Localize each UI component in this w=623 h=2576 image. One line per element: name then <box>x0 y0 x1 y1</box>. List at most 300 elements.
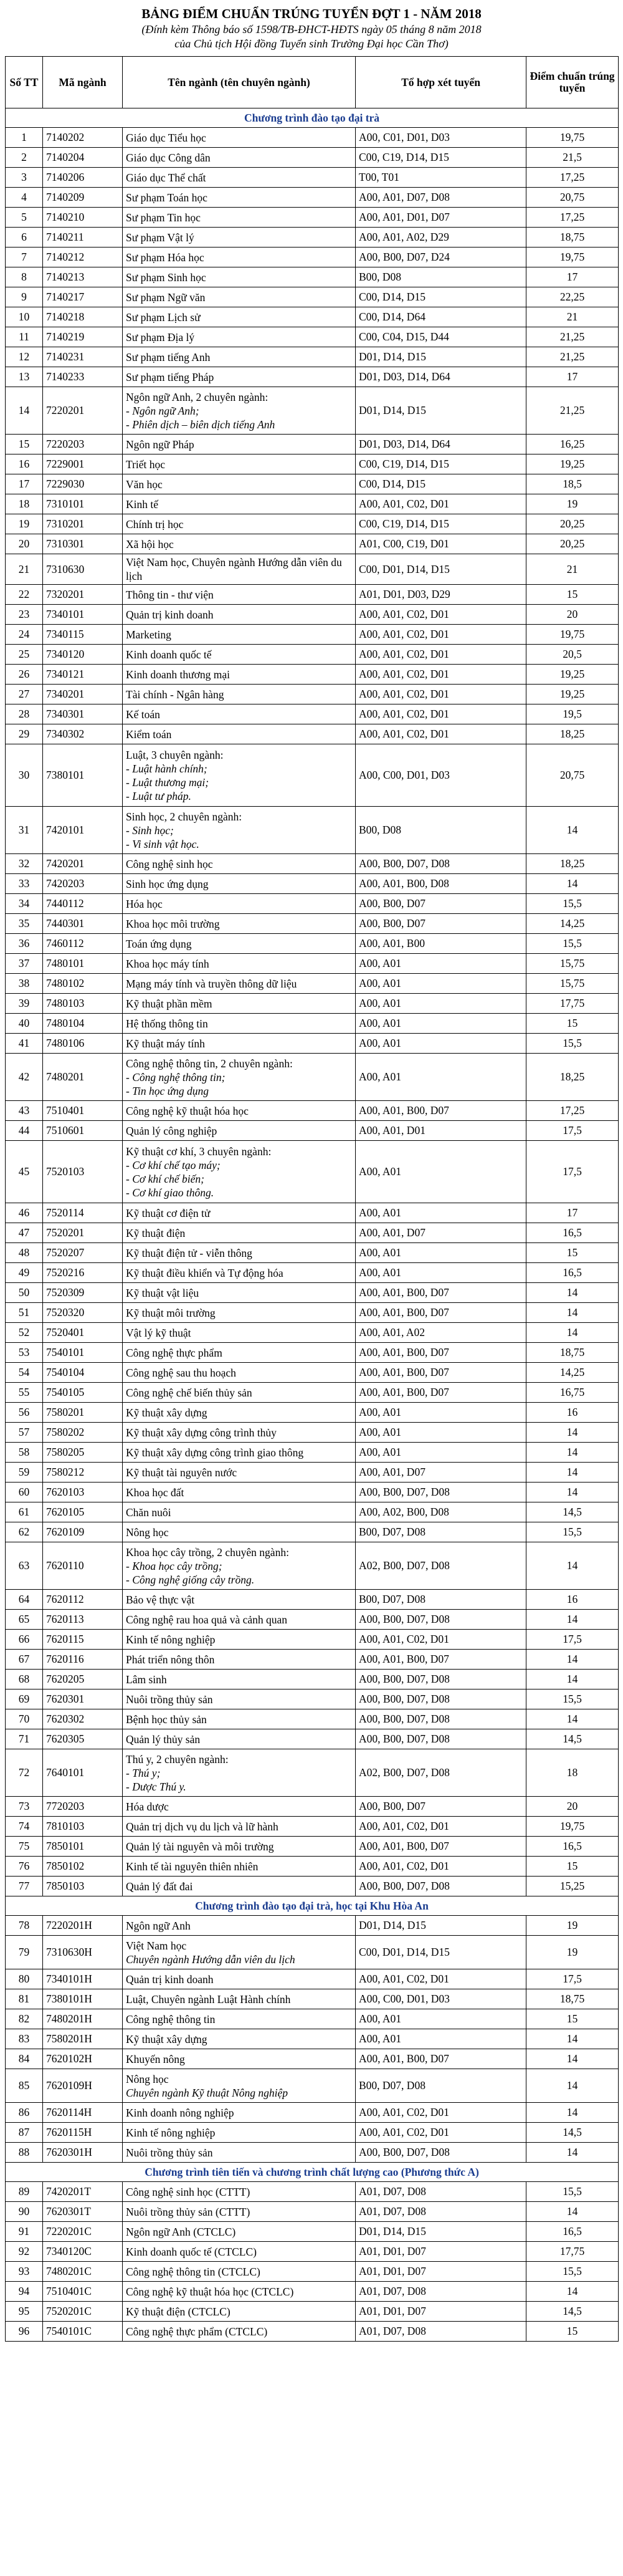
cell-ma-nganh: 7220201C <box>43 2222 123 2242</box>
cell-stt: 65 <box>6 1610 43 1630</box>
table-header-row <box>6 57 619 108</box>
cell-ten-nganh <box>123 1969 356 1989</box>
specialization-line: - Phiên dịch – biên dịch tiếng Anh <box>126 418 275 431</box>
cell-ten-nganh <box>123 914 356 934</box>
cell-ma-nganh: 7580202 <box>43 1423 123 1443</box>
cell-to-hop: D01, D14, D15 <box>356 1916 526 1936</box>
cell-diem-chuan: 19,25 <box>526 665 619 685</box>
cell-ten-nganh <box>123 2262 356 2282</box>
table-row <box>6 1443 619 1463</box>
cell-to-hop: A00, B00, D07, D08 <box>356 1877 526 1896</box>
major-name: Triết học <box>126 458 166 471</box>
cell-stt: 14 <box>6 387 43 435</box>
cell-to-hop: C00, C19, D14, D15 <box>356 148 526 168</box>
cell-stt: 59 <box>6 1463 43 1483</box>
table-row <box>6 1054 619 1101</box>
cell-stt: 18 <box>6 494 43 514</box>
cell-to-hop: A00, C00, D01, D03 <box>356 1989 526 2009</box>
cell-stt: 36 <box>6 934 43 954</box>
cell-to-hop: A00, A01, D01 <box>356 1121 526 1141</box>
major-name: Văn học <box>126 478 163 491</box>
cell-ten-nganh <box>123 1443 356 1463</box>
cell-ma-nganh: 7620115 <box>43 1630 123 1650</box>
specialization-line: - Cơ khí chế tạo máy; <box>126 1158 221 1171</box>
cell-stt: 6 <box>6 228 43 248</box>
cell-diem-chuan: 17,5 <box>526 1121 619 1141</box>
cell-ma-nganh: 7620102H <box>43 2049 123 2069</box>
cell-to-hop: A00, A01 <box>356 1141 526 1203</box>
table-row <box>6 1223 619 1243</box>
cell-diem-chuan: 20,5 <box>526 645 619 665</box>
cell-diem-chuan: 14 <box>526 1303 619 1323</box>
cell-stt: 72 <box>6 1749 43 1797</box>
table-row <box>6 1303 619 1323</box>
cell-ma-nganh: 7220201H <box>43 1916 123 1936</box>
cell-ten-nganh <box>123 585 356 605</box>
cell-ten-nganh <box>123 208 356 228</box>
major-name: Kỹ thuật môi trường <box>126 1306 216 1319</box>
major-name: Sư phạm tiếng Pháp <box>126 370 214 383</box>
cell-ma-nganh: 7480103 <box>43 994 123 1014</box>
table-row <box>6 2029 619 2049</box>
cell-to-hop: A00, A01, D07 <box>356 1223 526 1243</box>
cell-diem-chuan: 17,5 <box>526 1630 619 1650</box>
table-row <box>6 2049 619 2069</box>
cell-ma-nganh: 7310201 <box>43 514 123 534</box>
cell-diem-chuan: 16,25 <box>526 435 619 454</box>
table-row <box>6 605 619 625</box>
cell-diem-chuan: 15,5 <box>526 2262 619 2282</box>
table-row <box>6 1522 619 1542</box>
cell-ten-nganh <box>123 1101 356 1121</box>
table-row <box>6 367 619 387</box>
cell-ma-nganh: 7580201 <box>43 1403 123 1423</box>
cell-diem-chuan: 19,75 <box>526 248 619 267</box>
cell-ma-nganh: 7340120 <box>43 645 123 665</box>
cell-diem-chuan: 14,25 <box>526 914 619 934</box>
major-name: Quản trị kinh doanh <box>126 608 214 621</box>
cell-diem-chuan: 14,5 <box>526 2123 619 2143</box>
cell-ten-nganh <box>123 2009 356 2029</box>
cell-ten-nganh <box>123 1989 356 2009</box>
table-row <box>6 248 619 267</box>
cell-ma-nganh: 7340201 <box>43 685 123 704</box>
cell-stt: 21 <box>6 554 43 585</box>
cell-to-hop: A00, A01, C02, D01 <box>356 645 526 665</box>
table-row <box>6 1689 619 1709</box>
table-row <box>6 1610 619 1630</box>
cell-ma-nganh: 7620205 <box>43 1670 123 1689</box>
cell-ten-nganh <box>123 454 356 474</box>
cell-stt: 45 <box>6 1141 43 1203</box>
header-ten-nganh: Tên ngành (tên chuyên ngành) <box>123 57 356 108</box>
cell-stt: 94 <box>6 2282 43 2302</box>
cell-to-hop: A00, A01, C02, D01 <box>356 704 526 724</box>
cell-diem-chuan: 14,5 <box>526 1729 619 1749</box>
cell-to-hop: A00, A01, C02, D01 <box>356 625 526 645</box>
table-row <box>6 435 619 454</box>
major-name: Hệ thống thông tin <box>126 1017 208 1030</box>
cell-ten-nganh <box>123 2182 356 2202</box>
table-row <box>6 1203 619 1223</box>
cell-ma-nganh: 7310301 <box>43 534 123 554</box>
cell-to-hop: A02, B00, D07, D08 <box>356 1542 526 1590</box>
specialization-line: - Công nghệ giống cây trồng. <box>126 1573 255 1586</box>
specialization-line: - Vi sinh vật học. <box>126 837 199 850</box>
cell-ten-nganh <box>123 514 356 534</box>
cell-ma-nganh: 7140219 <box>43 327 123 347</box>
table-row <box>6 2069 619 2103</box>
cell-diem-chuan: 17,75 <box>526 994 619 1014</box>
cell-ma-nganh: 7540101 <box>43 1343 123 1363</box>
cell-to-hop: A00, B00, D07 <box>356 914 526 934</box>
cell-diem-chuan: 18,25 <box>526 1054 619 1101</box>
cell-diem-chuan: 15,5 <box>526 1034 619 1054</box>
major-name: Nuôi trồng thủy sản <box>126 2146 213 2159</box>
cell-to-hop: C00, D14, D64 <box>356 307 526 327</box>
cell-to-hop: A00, A01, C02, D01 <box>356 1817 526 1837</box>
cell-stt: 90 <box>6 2202 43 2222</box>
cell-ten-nganh <box>123 474 356 494</box>
cell-to-hop: A00, A01, B00, D07 <box>356 1363 526 1383</box>
table-row <box>6 1403 619 1423</box>
cell-stt: 4 <box>6 188 43 208</box>
cell-stt: 62 <box>6 1522 43 1542</box>
major-name: Kỹ thuật cơ điện tử <box>126 1206 211 1219</box>
table-row <box>6 514 619 534</box>
cell-to-hop: A00, B00, D07, D08 <box>356 1689 526 1709</box>
cell-ma-nganh: 7340115 <box>43 625 123 645</box>
cell-to-hop: A00, B00, D07 <box>356 894 526 914</box>
cell-to-hop: A00, A01, C02, D01 <box>356 2103 526 2123</box>
cell-ten-nganh <box>123 1463 356 1483</box>
cell-to-hop: A01, D07, D08 <box>356 2202 526 2222</box>
header-diem-chuan: Điểm chuẩn trúng tuyển <box>526 57 619 108</box>
cell-stt: 9 <box>6 287 43 307</box>
cell-ma-nganh: 7720203 <box>43 1797 123 1817</box>
major-name: Khoa học đất <box>126 1486 184 1499</box>
major-name: Sư phạm Tin học <box>126 211 201 224</box>
cell-ten-nganh <box>123 2302 356 2322</box>
section-header-row <box>6 108 619 128</box>
cell-ten-nganh <box>123 168 356 188</box>
cell-stt: 8 <box>6 267 43 287</box>
major-name: Khuyến nông <box>126 2052 185 2065</box>
major-name: Giáo dục Thể chất <box>126 171 206 184</box>
cell-diem-chuan: 16 <box>526 1590 619 1610</box>
cell-ten-nganh <box>123 1689 356 1709</box>
cell-to-hop: A00, A01, C02, D01 <box>356 494 526 514</box>
cell-stt: 80 <box>6 1969 43 1989</box>
cell-ten-nganh <box>123 2322 356 2342</box>
cell-to-hop: D01, D03, D14, D64 <box>356 367 526 387</box>
cell-ten-nganh <box>123 2242 356 2262</box>
cell-stt: 38 <box>6 974 43 994</box>
cell-to-hop: A00, B00, D07, D08 <box>356 854 526 874</box>
specialization-line: - Khoa học cây trồng; <box>126 1559 222 1572</box>
header-stt: Số TT <box>6 57 43 108</box>
cell-ma-nganh: 7620302 <box>43 1709 123 1729</box>
cell-stt: 16 <box>6 454 43 474</box>
cell-diem-chuan: 15,5 <box>526 1689 619 1709</box>
major-name: Khoa học cây trồng, 2 chuyên ngành: <box>126 1545 289 1559</box>
cell-to-hop: A00, A01 <box>356 1403 526 1423</box>
cell-stt: 50 <box>6 1283 43 1303</box>
cell-ma-nganh: 7340101H <box>43 1969 123 1989</box>
cell-ten-nganh <box>123 1363 356 1383</box>
cell-to-hop: C00, D01, D14, D15 <box>356 554 526 585</box>
cell-to-hop: B00, D07, D08 <box>356 2069 526 2103</box>
cell-diem-chuan: 15 <box>526 1857 619 1877</box>
major-name: Công nghệ thực phẩm <box>126 1346 222 1359</box>
cell-ma-nganh: 7510401C <box>43 2282 123 2302</box>
cell-stt: 96 <box>6 2322 43 2342</box>
document-subtitle-line-2: của Chủ tịch Hội đồng Tuyển sinh Trường Đại học Cần Thơ) <box>174 37 449 50</box>
cell-to-hop: B00, D08 <box>356 267 526 287</box>
cell-stt: 7 <box>6 248 43 267</box>
cell-ma-nganh: 7140202 <box>43 128 123 148</box>
cell-stt: 5 <box>6 208 43 228</box>
cell-ten-nganh <box>123 1857 356 1877</box>
cell-diem-chuan: 18,75 <box>526 228 619 248</box>
major-name: Việt Nam học <box>126 1939 187 1952</box>
cell-to-hop: A00, A01, C02, D01 <box>356 685 526 704</box>
cell-diem-chuan: 14,5 <box>526 1502 619 1522</box>
cell-diem-chuan: 21,5 <box>526 148 619 168</box>
cell-stt: 1 <box>6 128 43 148</box>
cell-ma-nganh: 7380101 <box>43 744 123 807</box>
cell-ten-nganh <box>123 435 356 454</box>
cell-diem-chuan: 16,75 <box>526 1383 619 1403</box>
cell-stt: 27 <box>6 685 43 704</box>
table-row <box>6 894 619 914</box>
cell-ma-nganh: 7140210 <box>43 208 123 228</box>
table-row <box>6 645 619 665</box>
cell-ma-nganh: 7140213 <box>43 267 123 287</box>
cell-ma-nganh: 7520114 <box>43 1203 123 1223</box>
cell-stt: 30 <box>6 744 43 807</box>
major-name: Kỹ thuật xây dựng công trình giao thông <box>126 1446 304 1459</box>
cell-ma-nganh: 7480201C <box>43 2262 123 2282</box>
cell-stt: 60 <box>6 1483 43 1502</box>
cell-diem-chuan: 14 <box>526 1670 619 1689</box>
cell-to-hop: A00, A01, B00, D07 <box>356 1283 526 1303</box>
cell-diem-chuan: 14 <box>526 2103 619 2123</box>
table-row <box>6 2262 619 2282</box>
table-row <box>6 1283 619 1303</box>
cell-to-hop: A00, A01 <box>356 1423 526 1443</box>
cell-diem-chuan: 21,25 <box>526 387 619 435</box>
cell-stt: 86 <box>6 2103 43 2123</box>
cell-to-hop: A01, D01, D07 <box>356 2262 526 2282</box>
cell-ma-nganh: 7140206 <box>43 168 123 188</box>
cell-ma-nganh: 7580205 <box>43 1443 123 1463</box>
cell-diem-chuan: 14 <box>526 1542 619 1590</box>
major-name: Luật, 3 chuyên ngành: <box>126 748 224 761</box>
cell-ma-nganh: 7420101 <box>43 807 123 854</box>
cell-to-hop: A00, A01, B00, D08 <box>356 874 526 894</box>
cell-ma-nganh: 7620114H <box>43 2103 123 2123</box>
cell-stt: 70 <box>6 1709 43 1729</box>
cell-ten-nganh <box>123 1709 356 1729</box>
cell-to-hop: A00, B00, D07, D08 <box>356 2143 526 2163</box>
major-name: Kỹ thuật xây dựng <box>126 2032 207 2045</box>
cell-diem-chuan: 14 <box>526 1283 619 1303</box>
cell-diem-chuan: 20,25 <box>526 514 619 534</box>
cell-ten-nganh <box>123 1817 356 1837</box>
cell-stt: 85 <box>6 2069 43 2103</box>
cell-ma-nganh: 7340120C <box>43 2242 123 2262</box>
cell-stt: 68 <box>6 1670 43 1689</box>
cell-stt: 13 <box>6 367 43 387</box>
cell-diem-chuan: 14 <box>526 2049 619 2069</box>
major-name: Công nghệ thông tin, 2 chuyên ngành: <box>126 1057 293 1070</box>
table-row <box>6 267 619 287</box>
cell-stt: 3 <box>6 168 43 188</box>
table-row <box>6 1121 619 1141</box>
cell-to-hop: A00, A01, C02, D01 <box>356 1969 526 1989</box>
cell-stt: 31 <box>6 807 43 854</box>
cell-to-hop: A00, A01, D07 <box>356 1463 526 1483</box>
major-name: Lâm sinh <box>126 1673 167 1686</box>
cell-ten-nganh <box>123 2123 356 2143</box>
major-name: Giáo dục Tiểu học <box>126 131 206 144</box>
cell-ma-nganh: 7640101 <box>43 1749 123 1797</box>
table-row <box>6 1101 619 1121</box>
major-name: Kinh tế nông nghiệp <box>126 1633 216 1646</box>
table-row <box>6 1323 619 1343</box>
table-row <box>6 807 619 854</box>
cell-ma-nganh: 7440112 <box>43 894 123 914</box>
cell-stt: 48 <box>6 1243 43 1263</box>
cell-to-hop: A00, A01 <box>356 974 526 994</box>
table-row <box>6 854 619 874</box>
cell-ma-nganh: 7310101 <box>43 494 123 514</box>
major-name: Giáo dục Công dân <box>126 151 211 164</box>
cell-to-hop: A02, B00, D07, D08 <box>356 1749 526 1797</box>
table-row <box>6 625 619 645</box>
table-row <box>6 724 619 744</box>
cell-ten-nganh <box>123 2143 356 2163</box>
major-name: Nuôi trồng thủy sản <box>126 1693 213 1706</box>
cell-diem-chuan: 18,25 <box>526 854 619 874</box>
cell-stt: 17 <box>6 474 43 494</box>
cell-to-hop: A01, D07, D08 <box>356 2282 526 2302</box>
table-row <box>6 1650 619 1670</box>
cell-stt: 78 <box>6 1916 43 1936</box>
cell-ma-nganh: 7480201H <box>43 2009 123 2029</box>
cell-stt: 49 <box>6 1263 43 1283</box>
table-row <box>6 1383 619 1403</box>
cell-diem-chuan: 14 <box>526 1709 619 1729</box>
cell-diem-chuan: 14 <box>526 2069 619 2103</box>
cell-to-hop: A00, A01 <box>356 994 526 1014</box>
cell-ten-nganh <box>123 807 356 854</box>
table-row <box>6 327 619 347</box>
table-row <box>6 934 619 954</box>
major-name: Kỹ thuật phần mềm <box>126 997 212 1010</box>
table-row <box>6 1749 619 1797</box>
cell-diem-chuan: 14 <box>526 1463 619 1483</box>
score-table <box>5 56 619 2342</box>
major-name: Bảo vệ thực vật <box>126 1593 195 1606</box>
cell-ma-nganh: 7520103 <box>43 1141 123 1203</box>
major-name: Công nghệ kỹ thuật hóa học (CTCLC) <box>126 2285 294 2298</box>
cell-ma-nganh: 7220203 <box>43 435 123 454</box>
cell-diem-chuan: 20,75 <box>526 188 619 208</box>
cell-ten-nganh <box>123 2069 356 2103</box>
table-row <box>6 974 619 994</box>
table-row <box>6 1729 619 1749</box>
cell-ten-nganh <box>123 1054 356 1101</box>
cell-diem-chuan: 16 <box>526 1403 619 1423</box>
cell-ten-nganh <box>123 2049 356 2069</box>
major-name: Kinh doanh quốc tế (CTCLC) <box>126 2245 257 2258</box>
cell-stt: 41 <box>6 1034 43 1054</box>
major-name: Tài chính - Ngân hàng <box>126 688 224 701</box>
cell-to-hop: A00, A01, B00, D07 <box>356 1343 526 1363</box>
table-row <box>6 1817 619 1837</box>
major-name: Công nghệ rau hoa quả và cảnh quan <box>126 1613 288 1626</box>
cell-to-hop: A00, A02, B00, D08 <box>356 1502 526 1522</box>
major-name: Phát triển nông thôn <box>126 1653 215 1666</box>
cell-ma-nganh: 7540101C <box>43 2322 123 2342</box>
table-row <box>6 1343 619 1363</box>
cell-diem-chuan: 19,75 <box>526 128 619 148</box>
major-name: Sư phạm Toán học <box>126 191 207 204</box>
cell-diem-chuan: 14 <box>526 2282 619 2302</box>
major-name: Công nghệ sau thu hoạch <box>126 1366 236 1379</box>
cell-stt: 64 <box>6 1590 43 1610</box>
cell-stt: 42 <box>6 1054 43 1101</box>
table-row <box>6 2202 619 2222</box>
major-name: Kỹ thuật điện tử - viễn thông <box>126 1246 252 1259</box>
major-name: Công nghệ thông tin (CTCLC) <box>126 2265 260 2278</box>
major-name: Ngôn ngữ Anh, 2 chuyên ngành: <box>126 390 269 403</box>
cell-stt: 39 <box>6 994 43 1014</box>
cell-diem-chuan: 14 <box>526 1483 619 1502</box>
cell-ma-nganh: 7440301 <box>43 914 123 934</box>
cell-to-hop: A00, A01 <box>356 1203 526 1223</box>
cell-to-hop: A00, A01, B00, D07 <box>356 1383 526 1403</box>
cell-to-hop: A00, A01, C02, D01 <box>356 605 526 625</box>
table-row <box>6 554 619 585</box>
major-name: Luật, Chuyên ngành Luật Hành chính <box>126 1992 291 2006</box>
cell-diem-chuan: 14,5 <box>526 2302 619 2322</box>
cell-stt: 47 <box>6 1223 43 1243</box>
cell-diem-chuan: 14 <box>526 1650 619 1670</box>
cell-stt: 63 <box>6 1542 43 1590</box>
cell-to-hop: A00, A01, B00, D07 <box>356 1101 526 1121</box>
major-name: Vật lý kỹ thuật <box>126 1326 191 1339</box>
table-row <box>6 585 619 605</box>
table-row <box>6 534 619 554</box>
specialization-line: - Ngôn ngữ Anh; <box>126 404 199 417</box>
major-name: Công nghệ sinh học <box>126 857 213 870</box>
cell-stt: 69 <box>6 1689 43 1709</box>
cell-ma-nganh: 7510401 <box>43 1101 123 1121</box>
major-name: Chính trị học <box>126 517 184 531</box>
cell-ma-nganh: 7850103 <box>43 1877 123 1896</box>
cell-ten-nganh <box>123 1502 356 1522</box>
cell-to-hop: C00, C19, D14, D15 <box>356 514 526 534</box>
cell-ten-nganh <box>123 1936 356 1969</box>
cell-ten-nganh <box>123 1729 356 1749</box>
table-row <box>6 287 619 307</box>
cell-ten-nganh <box>123 2029 356 2049</box>
cell-ma-nganh: 7620305 <box>43 1729 123 1749</box>
cell-ten-nganh <box>123 625 356 645</box>
